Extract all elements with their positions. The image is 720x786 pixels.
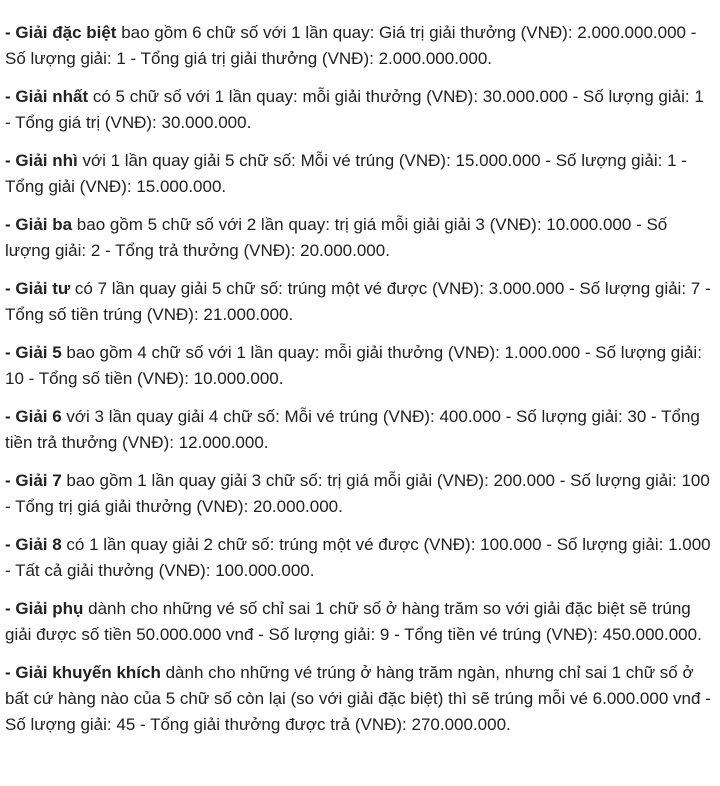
prize-description: bao gồm 6 chữ số với 1 lần quay: Giá trị giải thưởng (VNĐ): 2.000.000.000 - Số lượng giải: 1 - Tổng giá trị giải thưởng (VNĐ): 2.000.000.000. <box>5 23 697 68</box>
prize-paragraph-second <box>5 148 714 200</box>
prize-name: - Giải khuyến khích <box>5 663 161 682</box>
prize-description: với 1 lần quay giải 5 chữ số: Mỗi vé trúng (VNĐ): 15.000.000 - Số lượng giải: 1 - Tổng giải (VNĐ): 15.000.000. <box>5 151 687 196</box>
prize-name: - Giải ba <box>5 215 73 234</box>
prize-name: - Giải 7 <box>5 471 62 490</box>
prize-name: - Giải đặc biệt <box>5 23 117 42</box>
prize-description: bao gồm 5 chữ số với 2 lần quay: trị giá mỗi giải giải 3 (VNĐ): 10.000.000 - Số lượng giải: 2 - Tổng trả thưởng (VNĐ): 20.000.000. <box>5 215 668 260</box>
prize-paragraph-third <box>5 212 714 264</box>
prize-description: dành cho những vé trúng ở hàng trăm ngàn, nhưng chỉ sai 1 chữ số ở bất cứ hàng nào của 5 chữ số còn lại (so với giải đặc biệt) thì sẽ trúng mỗi vé 6.000.000 vnđ - Số lượng giải: 45 - Tổng giải thưởng được trả (VNĐ): 270.000.000. <box>5 663 711 734</box>
prize-paragraph-encouragement <box>5 660 714 738</box>
prize-name: - Giải 6 <box>5 407 62 426</box>
prize-description: dành cho những vé số chỉ sai 1 chữ số ở hàng trăm so với giải đặc biệt sẽ trúng giải được số tiền 50.000.000 vnđ - Số lượng giải: 9 - Tổng tiền vé trúng (VNĐ): 450.000.000. <box>5 599 702 644</box>
prize-description: bao gồm 1 lần quay giải 3 chữ số: trị giá mỗi giải (VNĐ): 200.000 - Số lượng giải: 100 - Tổng trị giá giải thưởng (VNĐ): 20.000.000. <box>5 471 710 516</box>
prize-description: có 1 lần quay giải 2 chữ số: trúng một vé được (VNĐ): 100.000 - Số lượng giải: 1.000 - Tất cả giải thưởng (VNĐ): 100.000.000. <box>5 535 711 580</box>
prize-name: - Giải nhất <box>5 87 89 106</box>
prize-name: - Giải tư <box>5 279 71 298</box>
prize-description: có 5 chữ số với 1 lần quay: mỗi giải thưởng (VNĐ): 30.000.000 - Số lượng giải: 1 - Tổng giá trị (VNĐ): 30.000.000. <box>5 87 704 132</box>
prize-paragraph-6 <box>5 404 714 456</box>
prize-paragraph-fourth <box>5 276 714 328</box>
prize-name: - Giải 8 <box>5 535 62 554</box>
prize-paragraph-5 <box>5 340 714 392</box>
prize-description: có 7 lần quay giải 5 chữ số: trúng một vé được (VNĐ): 3.000.000 - Số lượng giải: 7 - Tổng số tiền trúng (VNĐ): 21.000.000. <box>5 279 711 324</box>
prize-description: bao gồm 4 chữ số với 1 lần quay: mỗi giải thưởng (VNĐ): 1.000.000 - Số lượng giải: 10 - Tổng số tiền (VNĐ): 10.000.000. <box>5 343 702 388</box>
prize-paragraph-7 <box>5 468 714 520</box>
prize-paragraph-special <box>5 20 714 72</box>
prize-paragraph-first <box>5 84 714 136</box>
prize-name: - Giải 5 <box>5 343 62 362</box>
prize-paragraph-consolation <box>5 596 714 648</box>
prize-name: - Giải phụ <box>5 599 84 618</box>
prize-description: với 3 lần quay giải 4 chữ số: Mỗi vé trúng (VNĐ): 400.000 - Số lượng giải: 30 - Tổng tiền trả thưởng (VNĐ): 12.000.000. <box>5 407 700 452</box>
prize-paragraph-8 <box>5 532 714 584</box>
prize-name: - Giải nhì <box>5 151 78 170</box>
